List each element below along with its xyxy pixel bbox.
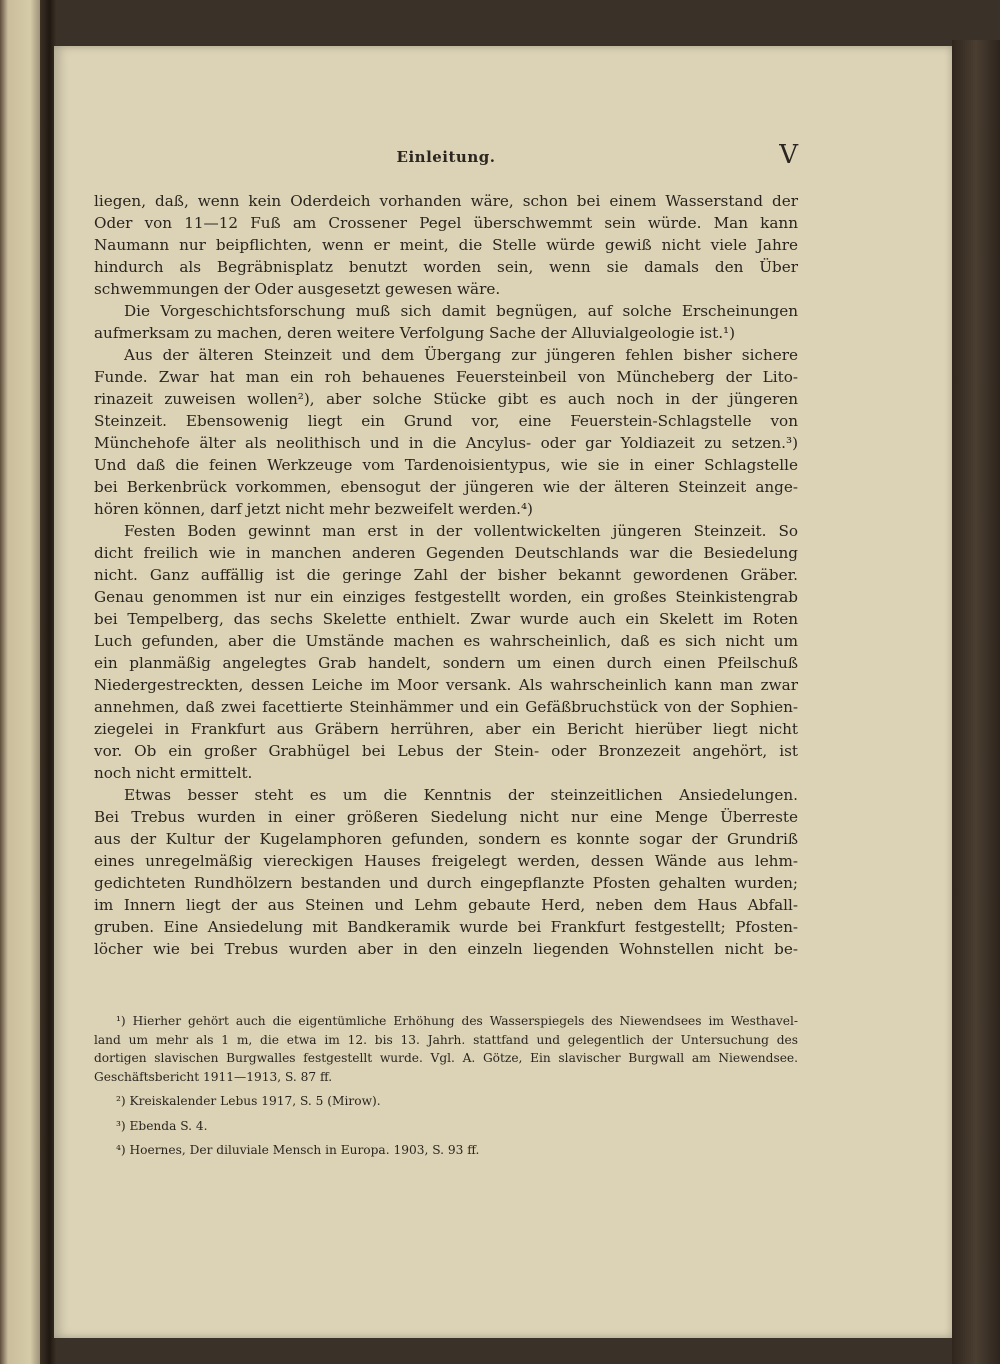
text-line: gedichteten Rundhölzern bestanden und durch eingepflanzte Pfosten gehalten wurden;	[94, 874, 798, 892]
text-line: Funde. Zwar hat man ein roh behauenes Feuersteinbeil von Müncheberg der Lito-	[94, 368, 798, 386]
paragraph	[94, 190, 798, 300]
text-line: aufmerksam zu machen, deren weitere Verfolgung Sache der Alluvialgeologie ist.¹)	[94, 324, 736, 342]
text-line: dicht freilich wie in manchen anderen Gegenden Deutschlands war die Besiedelung	[94, 544, 798, 562]
text-line: liegen, daß, wenn kein Oderdeich vorhanden wäre, schon bei einem Wasserstand der	[94, 192, 798, 210]
page-header	[94, 140, 798, 180]
paragraph	[94, 784, 798, 960]
text-line: rinazeit zuweisen wollen²), aber solche Stücke gibt es auch noch in der jüngeren	[94, 390, 798, 408]
text-line: eines unregelmäßig viereckigen Hauses freigelegt werden, dessen Wände aus lehm-	[94, 852, 798, 870]
paragraph	[94, 520, 798, 784]
footnote-line: land um mehr als 1 m, die etwa im 12. bis 13. Jahrh. stattfand und gelegentlich der Untersuchung des	[94, 1032, 798, 1047]
text-line: Aus der älteren Steinzeit und dem Übergang zur jüngeren fehlen bisher sichere	[124, 346, 798, 364]
text-line: Niedergestreckten, dessen Leiche im Moor versank. Als wahrscheinlich kann man zwar	[94, 676, 798, 694]
text-line: Festen Boden gewinnt man erst in der vollentwickelten jüngeren Steinzeit. So	[124, 522, 798, 540]
book-cover-edge	[952, 40, 1000, 1364]
text-line: Etwas besser steht es um die Kenntnis der steinzeitlichen Ansiedelungen.	[124, 786, 798, 804]
text-line: aus der Kultur der Kugelamphoren gefunden, sondern es konnte sogar der Grundriß	[94, 830, 798, 848]
footnote	[94, 1141, 798, 1160]
text-line: im Innern liegt der aus Steinen und Lehm gebaute Herd, neben dem Haus Abfall-	[94, 896, 798, 914]
text-line: hindurch als Begräbnisplatz benutzt worden sein, wenn sie damals den Über	[94, 258, 798, 276]
paragraph	[94, 344, 798, 520]
footnote-line: ³) Ebenda S. 4.	[116, 1118, 208, 1133]
text-line: Bei Trebus wurden in einer größeren Siedelung nicht nur eine Menge Überreste	[94, 808, 798, 826]
footnote-line: Geschäftsbericht 1911—1913, S. 87 ff.	[94, 1069, 333, 1084]
text-line: schwemmungen der Oder ausgesetzt gewesen wäre.	[94, 280, 501, 298]
text-line: Luch gefunden, aber die Umstände machen es wahrscheinlich, daß es sich nicht um	[94, 632, 798, 650]
text-line: Steinzeit. Ebensowenig liegt ein Grund vor, eine Feuerstein-Schlagstelle von	[94, 412, 798, 430]
text-line: annehmen, daß zwei facettierte Steinhämmer und ein Gefäßbruchstück von der Sophien-	[94, 698, 798, 716]
text-line: hören können, darf jetzt nicht mehr bezweifelt werden.⁴)	[94, 500, 533, 518]
text-line: noch nicht ermittelt.	[94, 764, 253, 782]
body-text	[94, 190, 798, 960]
text-line: nicht. Ganz auffällig ist die geringe Zahl der bisher bekannt gewordenen Gräber.	[94, 566, 798, 584]
footnote-line: ⁴) Hoernes, Der diluviale Mensch in Europa. 1903, S. 93 ff.	[116, 1143, 480, 1157]
text-line: Münchehofe älter als neolithisch und in die Ancylus- oder gar Yoldiazeit zu setzen.³)	[94, 434, 798, 452]
text-line: bei Berkenbrück vorkommen, ebensogut der jüngeren wie der älteren Steinzeit ange-	[94, 478, 798, 496]
text-line: gruben. Eine Ansiedelung mit Bandkeramik wurde bei Frankfurt festgestellt; Pfosten-	[94, 918, 798, 936]
text-line: Naumann nur beipflichten, wenn er meint, die Stelle würde gewiß nicht viele Jahre	[94, 236, 798, 254]
footnote-line: ²) Kreiskalender Lebus 1917, S. 5 (Mirow).	[116, 1094, 381, 1108]
footnote-line: ¹) Hierher gehört auch die eigentümliche Erhöhung des Wasserspiegels des Niewendsees im Westhavel-	[116, 1014, 798, 1028]
text-line: löcher wie bei Trebus wurden aber in den einzeln liegenden Wohnstellen nicht be-	[94, 940, 798, 958]
text-line: Genau genommen ist nur ein einziges festgestellt worden, ein großes Steinkistengrab	[94, 588, 798, 606]
footnotes	[94, 1012, 798, 1166]
footnote-line: dortigen slavischen Burgwalles festgestellt wurde. Vgl. A. Götze, Ein slavischer Burgwall am Niewendsee.	[94, 1051, 798, 1065]
text-line: Die Vorgeschichtsforschung muß sich damit begnügen, auf solche Erscheinungen	[124, 302, 798, 320]
footnote	[94, 1012, 798, 1086]
text-line: Oder von 11—12 Fuß am Crossener Pegel überschwemmt sein würde. Man kann	[94, 214, 798, 232]
text-line: Und daß die feinen Werkzeuge vom Tardenoisientypus, wie sie in einer Schlagstelle	[94, 456, 798, 474]
text-line: ein planmäßig angelegtes Grab handelt, sondern um einen durch einen Pfeilschuß	[94, 654, 798, 672]
page-number: V	[779, 140, 798, 170]
running-head: Einleitung.	[396, 148, 496, 166]
footnote	[94, 1092, 798, 1111]
text-line: bei Tempelberg, das sechs Skelette enthielt. Zwar wurde auch ein Skelett im Roten	[94, 610, 798, 628]
text-line: ziegelei in Frankfurt aus Gräbern herrühren, aber ein Bericht hierüber liegt nicht	[94, 720, 798, 738]
text-line: vor. Ob ein großer Grabhügel bei Lebus der Stein- oder Bronzezeit angehört, ist	[94, 742, 798, 760]
footnote	[94, 1117, 798, 1136]
left-page-edge	[0, 0, 40, 1364]
paragraph	[94, 300, 798, 344]
